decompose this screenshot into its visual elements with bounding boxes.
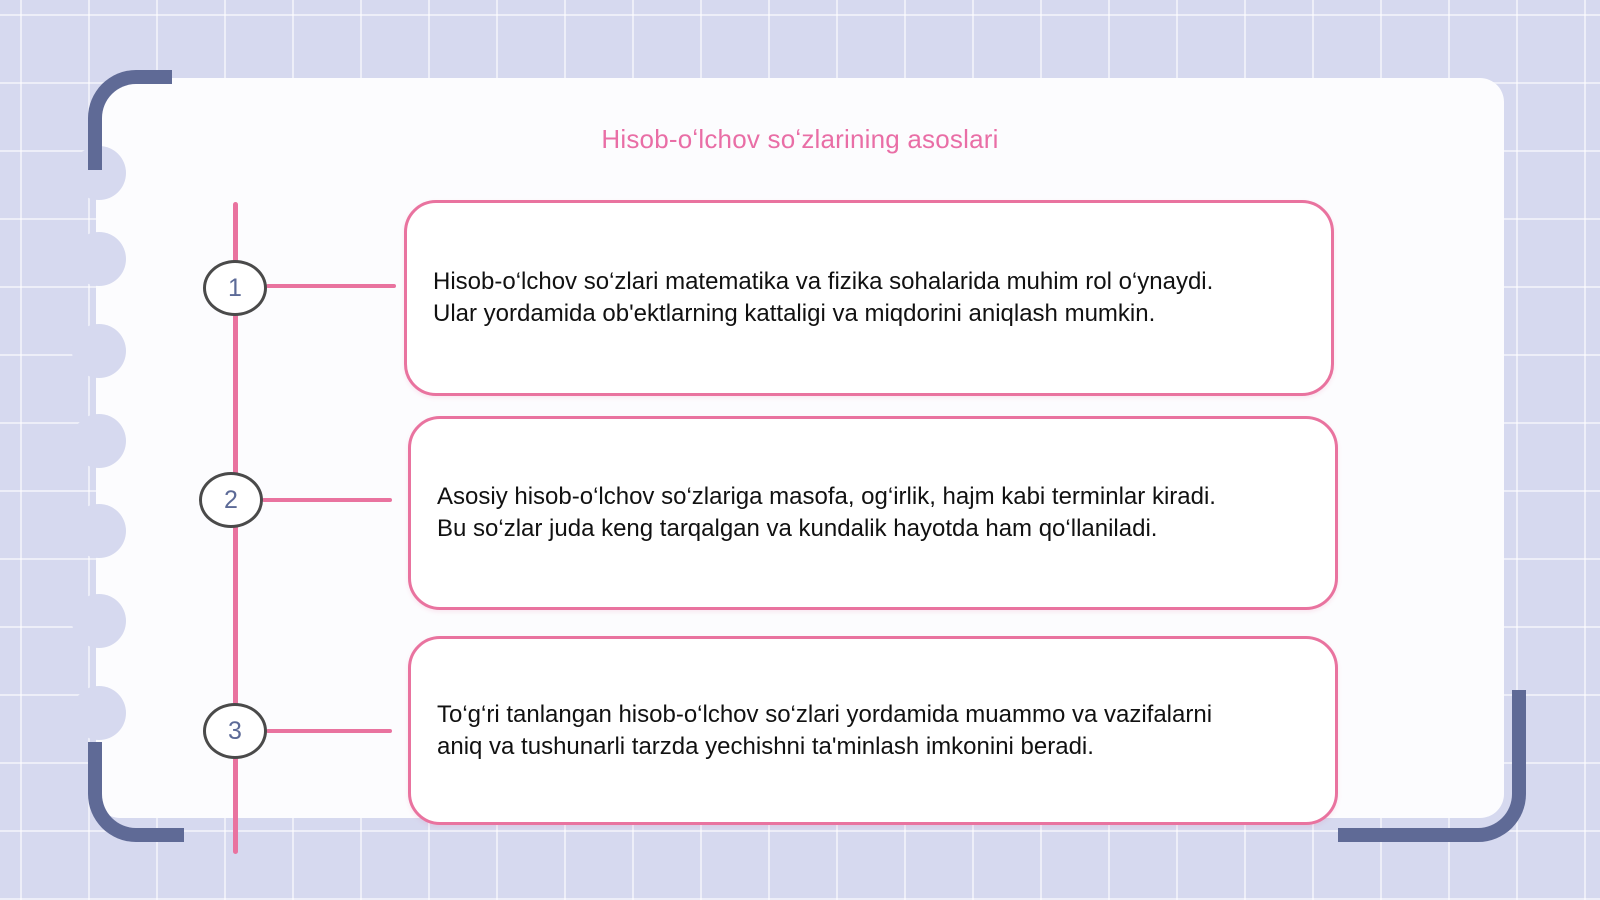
timeline-card-text: To‘g‘ri tanlangan hisob-o‘lchov so‘zlari yordamida muammo va vazifalarni aniq va tushunarli tarzda yechishni ta'minlash imkonini beradi. [437,700,1213,760]
step-number-badge: 2 [199,472,263,528]
binding-hole [72,232,126,286]
timeline-card [408,416,1338,610]
slide-title: Hisob-oʻlchov soʻzlarining asoslari [601,124,999,154]
timeline-connector [266,729,392,733]
binding-hole [72,324,126,378]
binding-hole [72,414,126,468]
step-number-badge: 1 [203,260,267,316]
binding-hole [72,594,126,648]
timeline-card-text: Asosiy hisob-o‘lchov so‘zlariga masofa, og‘irlik, hajm kabi terminlar kiradi. Bu so‘zlar juda keng tarqalgan va kundalik hayotda ham qo‘llaniladi. [437,483,1216,542]
corner-bracket-bottom-left [88,742,184,842]
binding-hole [72,504,126,558]
corner-bracket-bottom-right [1338,690,1526,842]
step-number-badge: 3 [203,703,267,759]
timeline-card-text: Hisob-o‘lchov so‘zlari matematika va fizika sohalarida muhim rol o‘ynaydi. Ular yordamida ob'ektlarning kattaligi va miqdorini aniqlash mumkin. [433,268,1214,327]
timeline-connector [266,284,396,288]
timeline-connector [262,498,392,502]
timeline-card [408,636,1338,825]
corner-bracket-top-left [88,70,172,170]
binding-hole [72,686,126,740]
timeline-card [404,200,1334,396]
